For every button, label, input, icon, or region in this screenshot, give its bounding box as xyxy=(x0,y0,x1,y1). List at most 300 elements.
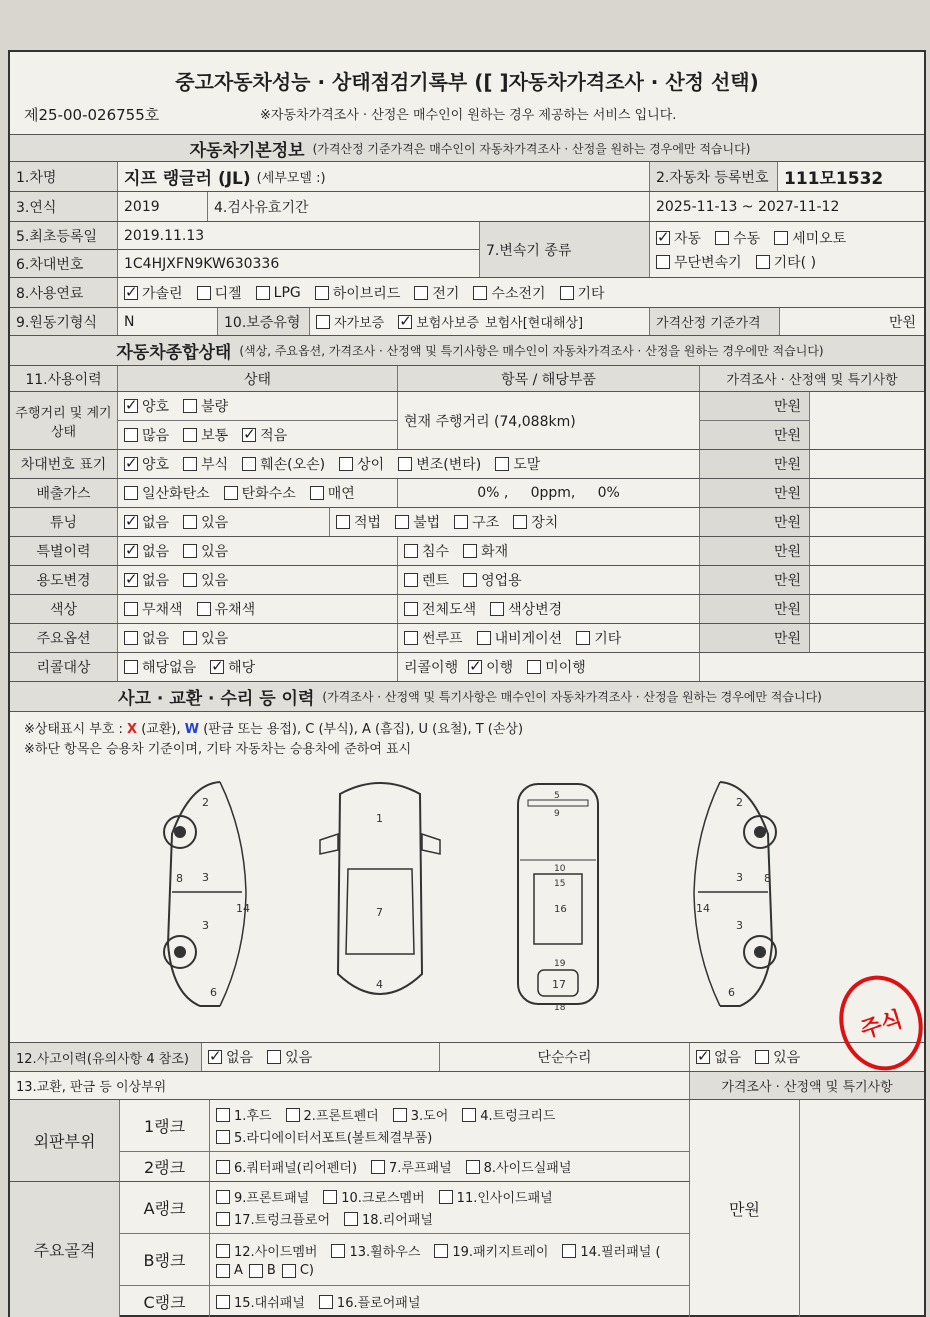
stamp-text: 주식 xyxy=(857,1006,906,1044)
fuel-label: 8.사용연료 xyxy=(10,278,118,307)
trans-manual-label: 수동 xyxy=(733,230,761,247)
fuel-electric-checkbox[interactable] xyxy=(414,286,428,300)
usage-none-checkbox[interactable] xyxy=(124,573,138,587)
special-history-options xyxy=(118,537,398,565)
pillar-b-label: B xyxy=(266,1263,276,1278)
exchange-label: 13.교환, 판금 등 이상부위 xyxy=(10,1072,690,1099)
trans-other-label: 기타( ) xyxy=(773,254,817,271)
main-options-items xyxy=(398,624,700,652)
row-vin-plate xyxy=(10,450,924,479)
outer-panel-label: 외판부위 xyxy=(10,1100,120,1182)
tuning-legal-label: 적법 xyxy=(354,515,382,531)
vinplate-altered-label: 변조(변타) xyxy=(416,457,482,473)
fuel-other-label: 기타 xyxy=(577,285,605,302)
fuel-diesel-checkbox[interactable] xyxy=(197,286,211,300)
vin-label: 6.차대번호 xyxy=(10,250,118,277)
svg-text:10: 10 xyxy=(554,864,566,874)
mileage-normal-label: 보통 xyxy=(201,428,229,444)
special-history-items xyxy=(398,537,700,565)
usage-rent-label: 렌트 xyxy=(422,573,450,589)
reg-number-label: 2.자동차 등록번호 xyxy=(650,162,778,191)
car-name-cell xyxy=(118,162,650,191)
car-right-side-diagram xyxy=(680,774,790,1014)
mileage-state-b xyxy=(118,421,398,449)
emission-hc-label: 탄화수소 xyxy=(241,486,296,502)
package-tray-label: 19.패키지트레이 xyxy=(452,1245,549,1260)
svg-text:6: 6 xyxy=(728,986,735,999)
door-label: 3.도어 xyxy=(410,1109,449,1124)
car-frame-diagram xyxy=(498,774,618,1014)
status-symbol-legend xyxy=(24,718,523,737)
trans-auto-label: 자동 xyxy=(674,230,702,247)
special-fire-checkbox[interactable] xyxy=(463,544,477,558)
rank1-label: 1랭크 xyxy=(120,1100,210,1152)
accident-section-note: (가격조사 · 산정액 및 특기사항은 매수인이 자동차가격조사 · 산정을 원하는 경우에만 적습니다) xyxy=(322,690,822,704)
color-items xyxy=(398,595,700,623)
svg-text:5: 5 xyxy=(554,791,560,801)
transmission-label: 7.변속기 종류 xyxy=(480,222,650,277)
warranty-self-checkbox[interactable] xyxy=(316,315,330,329)
recall-na-checkbox[interactable] xyxy=(124,660,138,674)
fuel-lpg-checkbox[interactable] xyxy=(256,286,270,300)
col-state: 상태 xyxy=(118,366,398,391)
tuning-legal-checkbox[interactable] xyxy=(336,515,350,529)
rank1-items xyxy=(210,1100,690,1152)
recall-done-checkbox[interactable] xyxy=(468,660,482,674)
simple-yes-label: 있음 xyxy=(773,1050,801,1066)
trans-cvt-checkbox[interactable] xyxy=(656,255,670,269)
svg-text:18: 18 xyxy=(554,1003,566,1013)
fuel-hydrogen-label: 수소전기 xyxy=(491,285,546,302)
options-yes-checkbox[interactable] xyxy=(183,631,197,645)
color-full-paint-label: 전체도색 xyxy=(422,602,477,618)
warranty-label: 10.보증유형 xyxy=(218,308,310,335)
emission-price-unit: 만원 xyxy=(700,479,810,507)
engine-label: 9.원동기형식 xyxy=(10,308,118,335)
legend-w-symbol: W xyxy=(184,722,200,737)
vinplate-altered-checkbox[interactable] xyxy=(398,457,412,471)
color-full-paint-checkbox[interactable] xyxy=(404,602,418,616)
vinplate-corrosion-label: 부식 xyxy=(201,457,229,473)
color-chromatic-label: 유채색 xyxy=(214,602,256,618)
trans-auto-checkbox[interactable] xyxy=(656,231,670,245)
tuning-yes-label: 있음 xyxy=(201,515,229,531)
recall-undone-checkbox[interactable] xyxy=(527,660,541,674)
basic-section-note: (가격산정 기준가격은 매수인이 자동차가격조사 · 산정을 원하는 경우에만 적습니다) xyxy=(312,141,751,156)
fuel-options xyxy=(118,278,924,307)
usage-change-label: 용도변경 xyxy=(10,566,118,594)
door-checkbox[interactable] xyxy=(393,1108,407,1122)
inside-panel-label: 11.인사이드패널 xyxy=(456,1191,553,1206)
mileage-good-checkbox[interactable] xyxy=(124,399,138,413)
dash-panel-checkbox[interactable] xyxy=(216,1295,230,1309)
special-yes-label: 있음 xyxy=(201,544,229,560)
car-top-diagram xyxy=(310,774,450,1014)
side-member-label: 12.사이드멤버 xyxy=(234,1245,318,1260)
svg-text:3: 3 xyxy=(202,871,209,884)
vinplate-good-checkbox[interactable] xyxy=(124,457,138,471)
service-notice: ※자동차가격조사 · 산정은 매수인이 원하는 경우 제공하는 서비스 입니다. xyxy=(260,108,677,123)
row-fuel xyxy=(10,278,924,308)
tuning-label: 튜닝 xyxy=(10,508,118,536)
main-options-options xyxy=(118,624,398,652)
rankB-label: B랭크 xyxy=(120,1234,210,1286)
trunk-lid-checkbox[interactable] xyxy=(462,1108,476,1122)
year-label: 3.연식 xyxy=(10,192,118,221)
tuning-illegal-label: 불법 xyxy=(413,515,441,531)
front-fender-checkbox[interactable] xyxy=(286,1108,300,1122)
package-tray-checkbox[interactable] xyxy=(434,1244,448,1258)
rank2-items xyxy=(210,1152,690,1182)
usage-rent-checkbox[interactable] xyxy=(404,573,418,587)
accident-history-label: 12.사고이력(유의사항 4 참조) xyxy=(10,1043,202,1071)
rankB-items xyxy=(210,1234,690,1286)
tuning-none-label: 없음 xyxy=(142,515,170,531)
row-main-options xyxy=(10,624,924,653)
vinplate-damage-checkbox[interactable] xyxy=(242,457,256,471)
col-item: 항목 / 해당부품 xyxy=(398,366,700,391)
rankC-items xyxy=(210,1286,690,1317)
mileage-high-label: 많음 xyxy=(142,428,170,444)
options-sunroof-checkbox[interactable] xyxy=(404,631,418,645)
roof-panel-label: 7.루프패널 xyxy=(389,1161,452,1176)
row-engine-warranty xyxy=(10,308,924,336)
row-car-name xyxy=(10,162,924,192)
car-name-value: 지프 랭글러 (JL) xyxy=(124,169,251,189)
trans-semi-checkbox[interactable] xyxy=(774,231,788,245)
reg-number-value: 111모1532 xyxy=(784,169,884,189)
vinplate-damage-label: 훼손(오손) xyxy=(260,457,326,473)
vinplate-price-unit: 만원 xyxy=(700,450,810,478)
pillar-panel-label: 14.필러패널 ( xyxy=(580,1245,661,1260)
accident-yes-checkbox[interactable] xyxy=(267,1050,281,1064)
page-title: 중고자동차성능 · 상태점검기록부 ([ ]자동차가격조사 · 산정 선택) xyxy=(175,70,759,94)
wheel-house-checkbox[interactable] xyxy=(331,1244,345,1258)
main-options-label: 주요옵션 xyxy=(10,624,118,652)
mileage-state-a xyxy=(118,392,398,421)
pillar-a-label: A xyxy=(234,1263,243,1278)
rear-panel-label: 18.리어패널 xyxy=(362,1213,433,1228)
exchange-price-label: 가격조사 · 산정액 및 특기사항 xyxy=(690,1072,924,1099)
transmission-options xyxy=(650,222,924,277)
color-label: 색상 xyxy=(10,595,118,623)
warranty-options xyxy=(310,308,650,335)
trans-cvt-label: 무단변속기 xyxy=(674,254,742,271)
warranty-insurer-label: 보험사보증 xyxy=(416,316,480,331)
status-section-header xyxy=(10,336,924,366)
exchange-price-unit: 만원 xyxy=(690,1100,800,1317)
status-section-title: 자동차종합상태 xyxy=(116,343,232,363)
mileage-bad-label: 불량 xyxy=(201,399,229,415)
accident-yes-label: 있음 xyxy=(285,1050,313,1066)
vinplate-good-label: 양호 xyxy=(142,457,170,473)
options-price-unit: 만원 xyxy=(700,624,810,652)
special-price-unit: 만원 xyxy=(700,537,810,565)
color-achromatic-checkbox[interactable] xyxy=(124,602,138,616)
front-fender-label: 2.프론트펜더 xyxy=(303,1109,379,1124)
svg-text:15: 15 xyxy=(554,879,566,889)
document-number: 제25-00-026755호 xyxy=(24,106,160,124)
valid-period-value: 2025-11-13 ~ 2027-11-12 xyxy=(656,198,840,215)
svg-text:8: 8 xyxy=(176,872,183,885)
tuning-structure-label: 구조 xyxy=(472,515,500,531)
usage-change-items xyxy=(398,566,700,594)
trunk-floor-checkbox[interactable] xyxy=(216,1212,230,1226)
year-value: 2019 xyxy=(118,192,208,221)
side-sill-checkbox[interactable] xyxy=(466,1160,480,1174)
row-color xyxy=(10,595,924,624)
rank2-label: 2랭크 xyxy=(120,1152,210,1182)
pillar-a-checkbox[interactable] xyxy=(216,1264,230,1278)
svg-text:14: 14 xyxy=(696,902,710,915)
tuning-device-label: 장치 xyxy=(531,515,559,531)
price-basis-unit: 만원 xyxy=(888,314,916,331)
status-column-headers xyxy=(10,366,924,392)
svg-text:3: 3 xyxy=(736,919,743,932)
special-flood-checkbox[interactable] xyxy=(404,544,418,558)
special-fire-label: 화재 xyxy=(481,544,509,560)
recall-done-label: 이행 xyxy=(486,660,514,676)
svg-text:1: 1 xyxy=(376,812,383,825)
pillar-c-label: C) xyxy=(299,1263,314,1278)
tuning-options xyxy=(118,508,330,536)
row-accident-history xyxy=(10,1042,924,1072)
emission-label: 배출가스 xyxy=(10,479,118,507)
quarter-panel-label: 6.쿼터패널(리어펜더) xyxy=(234,1161,358,1176)
options-navigation-label: 내비게이션 xyxy=(494,631,563,647)
standard-note: ※하단 항목은 승용차 기준이며, 기타 자동차는 승용차에 준하여 표시 xyxy=(24,742,412,757)
roof-panel-checkbox[interactable] xyxy=(371,1160,385,1174)
options-navigation-checkbox[interactable] xyxy=(477,631,491,645)
fuel-gasoline-label: 가솔린 xyxy=(142,285,183,302)
usage-yes-label: 있음 xyxy=(201,573,229,589)
accident-none-checkbox[interactable] xyxy=(208,1050,222,1064)
recall-applicable-checkbox[interactable] xyxy=(210,660,224,674)
color-achromatic-label: 무채색 xyxy=(142,602,183,618)
fuel-hybrid-label: 하이브리드 xyxy=(332,285,401,302)
vinplate-corrosion-checkbox[interactable] xyxy=(183,457,197,471)
emission-smoke-checkbox[interactable] xyxy=(310,486,324,500)
exchange-table xyxy=(10,1100,924,1317)
usage-commercial-label: 영업용 xyxy=(481,573,522,589)
fuel-lpg-label: LPG xyxy=(273,284,301,301)
hood-checkbox[interactable] xyxy=(216,1108,230,1122)
trunk-floor-label: 17.트렁크플로어 xyxy=(234,1213,331,1228)
color-price-unit: 만원 xyxy=(700,595,810,623)
inspection-record-sheet xyxy=(8,50,926,1317)
color-change-label: 색상변경 xyxy=(508,602,563,618)
color-chromatic-checkbox[interactable] xyxy=(197,602,211,616)
front-panel-checkbox[interactable] xyxy=(216,1190,230,1204)
dash-panel-label: 15.대쉬패널 xyxy=(234,1296,305,1311)
cross-member-checkbox[interactable] xyxy=(323,1190,337,1204)
mileage-price-unit-1: 만원 xyxy=(700,392,810,421)
mileage-low-checkbox[interactable] xyxy=(242,428,256,442)
color-options xyxy=(118,595,398,623)
main-frame-label: 주요골격 xyxy=(10,1182,120,1317)
rankA-items xyxy=(210,1182,690,1234)
recall-done-label-head: 리콜이행 xyxy=(404,660,459,676)
vin-value: 1C4HJXFN9KW630336 xyxy=(118,250,480,277)
row-usage-change xyxy=(10,566,924,595)
color-change-checkbox[interactable] xyxy=(490,602,504,616)
floor-panel-checkbox[interactable] xyxy=(319,1295,333,1309)
legend-prefix: ※상태표시 부호 : xyxy=(24,722,123,737)
recall-items xyxy=(398,653,700,681)
special-yes-checkbox[interactable] xyxy=(183,544,197,558)
basic-section-header xyxy=(10,134,924,162)
radiator-support-label: 5.라디에이터서포트(볼트체결부품) xyxy=(234,1131,433,1146)
usage-price-unit: 만원 xyxy=(700,566,810,594)
row-emission xyxy=(10,479,924,508)
row-mileage xyxy=(10,392,924,450)
svg-text:14: 14 xyxy=(236,902,250,915)
mileage-low-label: 적음 xyxy=(260,428,288,444)
fuel-other-checkbox[interactable] xyxy=(560,286,574,300)
tuning-yes-checkbox[interactable] xyxy=(183,515,197,529)
simple-none-label: 없음 xyxy=(714,1050,742,1066)
rear-panel-checkbox[interactable] xyxy=(344,1212,358,1226)
col-price: 가격조사 · 산정액 및 특기사항 xyxy=(700,366,924,391)
fuel-electric-label: 전기 xyxy=(432,285,460,302)
fuel-gasoline-checkbox[interactable] xyxy=(124,286,138,300)
mileage-good-label: 양호 xyxy=(142,399,170,415)
simple-none-checkbox[interactable] xyxy=(696,1050,710,1064)
rankA-label: A랭크 xyxy=(120,1182,210,1234)
car-left-side-diagram xyxy=(150,774,260,1014)
tuning-none-checkbox[interactable] xyxy=(124,515,138,529)
emission-co-label: 일산화탄소 xyxy=(142,486,210,502)
svg-text:8: 8 xyxy=(764,872,771,885)
svg-text:9: 9 xyxy=(554,809,560,819)
fuel-hydrogen-checkbox[interactable] xyxy=(473,286,487,300)
inside-panel-checkbox[interactable] xyxy=(439,1190,453,1204)
emission-co-checkbox[interactable] xyxy=(124,486,138,500)
radiator-support-checkbox[interactable] xyxy=(216,1130,230,1144)
front-panel-label: 9.프론트패널 xyxy=(234,1191,310,1206)
options-other-label: 기타 xyxy=(594,631,622,647)
special-flood-label: 침수 xyxy=(422,544,450,560)
quarter-panel-checkbox[interactable] xyxy=(216,1160,230,1174)
svg-text:16: 16 xyxy=(554,904,567,915)
special-none-checkbox[interactable] xyxy=(124,544,138,558)
insurer-name: 보험사[현대해상] xyxy=(485,316,584,331)
warranty-self-label: 자가보증 xyxy=(334,316,385,331)
basic-section-title: 자동차기본정보 xyxy=(189,140,305,161)
accident-history-options xyxy=(202,1043,440,1071)
svg-text:17: 17 xyxy=(552,978,566,991)
recall-price-blank xyxy=(700,653,924,681)
tuning-structure-checkbox[interactable] xyxy=(454,515,468,529)
vinplate-mismatch-label: 상이 xyxy=(357,457,385,473)
mileage-label: 주행거리 및 계기상태 xyxy=(10,392,118,449)
valid-period-label: 4.검사유효기간 xyxy=(208,192,650,221)
col-history: 11.사용이력 xyxy=(10,366,118,391)
options-sunroof-label: 썬루프 xyxy=(422,631,463,647)
tuning-price-unit: 만원 xyxy=(700,508,810,536)
mileage-value: 현재 주행거리 (74,088km) xyxy=(398,392,700,449)
options-yes-label: 있음 xyxy=(201,631,229,647)
tuning-illegal-checkbox[interactable] xyxy=(395,515,409,529)
first-reg-label: 5.최초등록일 xyxy=(10,222,118,250)
vinplate-smeared-checkbox[interactable] xyxy=(495,457,509,471)
pillar-c-checkbox[interactable] xyxy=(282,1264,296,1278)
mileage-high-checkbox[interactable] xyxy=(124,428,138,442)
mileage-price-unit-2: 만원 xyxy=(700,421,810,449)
vin-plate-options xyxy=(118,450,700,478)
emission-options xyxy=(118,479,398,507)
warranty-insurer-checkbox[interactable] xyxy=(398,315,412,329)
tuning-items xyxy=(330,508,700,536)
cross-member-label: 10.크로스멤버 xyxy=(341,1191,425,1206)
recall-na-label: 해당없음 xyxy=(142,660,197,676)
trans-other-checkbox[interactable] xyxy=(756,255,770,269)
recall-label: 리콜대상 xyxy=(10,653,118,681)
trans-manual-checkbox[interactable] xyxy=(715,231,729,245)
simple-yes-checkbox[interactable] xyxy=(755,1050,769,1064)
svg-text:2: 2 xyxy=(736,796,743,809)
pillar-panel-checkbox[interactable] xyxy=(562,1244,576,1258)
row-recall xyxy=(10,653,924,682)
trunk-lid-label: 4.트렁크리드 xyxy=(480,1109,556,1124)
row-tuning xyxy=(10,508,924,537)
recall-applicable-label: 해당 xyxy=(228,660,256,676)
fuel-hybrid-checkbox[interactable] xyxy=(315,286,329,300)
sub-model: (세부모델 :) xyxy=(256,171,326,186)
svg-text:3: 3 xyxy=(736,871,743,884)
price-basis-label: 가격산정 기준가격 xyxy=(650,308,780,335)
side-member-checkbox[interactable] xyxy=(216,1244,230,1258)
tuning-device-checkbox[interactable] xyxy=(513,515,527,529)
floor-panel-label: 16.플로어패널 xyxy=(336,1296,421,1311)
side-sill-label: 8.사이드실패널 xyxy=(483,1161,572,1176)
row-first-reg-vin xyxy=(10,222,924,278)
svg-text:19: 19 xyxy=(554,959,566,969)
recall-options xyxy=(118,653,398,681)
legend-x-symbol: X xyxy=(127,722,138,737)
first-reg-value: 2019.11.13 xyxy=(118,222,480,250)
status-section-note: (색상, 주요옵션, 가격조사 · 산정액 및 특기사항은 매수인이 자동차가격조사 · 산정을 원하는 경우에만 적습니다) xyxy=(239,344,824,358)
fuel-diesel-label: 디젤 xyxy=(214,285,242,302)
simple-repair-label: 단순수리 xyxy=(440,1043,690,1071)
emission-values: 0% , 0ppm, 0% xyxy=(398,479,700,507)
mileage-bad-checkbox[interactable] xyxy=(183,399,197,413)
svg-text:7: 7 xyxy=(376,906,383,919)
vinplate-mismatch-checkbox[interactable] xyxy=(339,457,353,471)
accident-section-title: 사고 · 교환 · 수리 등 이력 xyxy=(118,689,315,709)
accident-section-header xyxy=(10,682,924,712)
usage-yes-checkbox[interactable] xyxy=(183,573,197,587)
options-none-checkbox[interactable] xyxy=(124,631,138,645)
recall-undone-label: 미이행 xyxy=(545,660,586,676)
legend-x-text: (교환), xyxy=(141,722,181,737)
legend-rest: (판금 또는 용접), C (부식), A (흠집), U (요철), T (손상) xyxy=(203,722,524,737)
pillar-b-checkbox[interactable] xyxy=(249,1264,263,1278)
rankC-label: C랭크 xyxy=(120,1286,210,1317)
svg-text:4: 4 xyxy=(376,978,383,991)
hood-label: 1.후드 xyxy=(234,1109,272,1124)
row-exchange-header xyxy=(10,1072,924,1100)
svg-text:6: 6 xyxy=(210,986,217,999)
options-none-label: 없음 xyxy=(142,631,170,647)
exchange-price-blank xyxy=(800,1100,924,1317)
mileage-normal-checkbox[interactable] xyxy=(183,428,197,442)
options-other-checkbox[interactable] xyxy=(576,631,590,645)
usage-commercial-checkbox[interactable] xyxy=(463,573,477,587)
emission-hc-checkbox[interactable] xyxy=(224,486,238,500)
usage-change-options xyxy=(118,566,398,594)
car-name-label: 1.차명 xyxy=(10,162,118,191)
